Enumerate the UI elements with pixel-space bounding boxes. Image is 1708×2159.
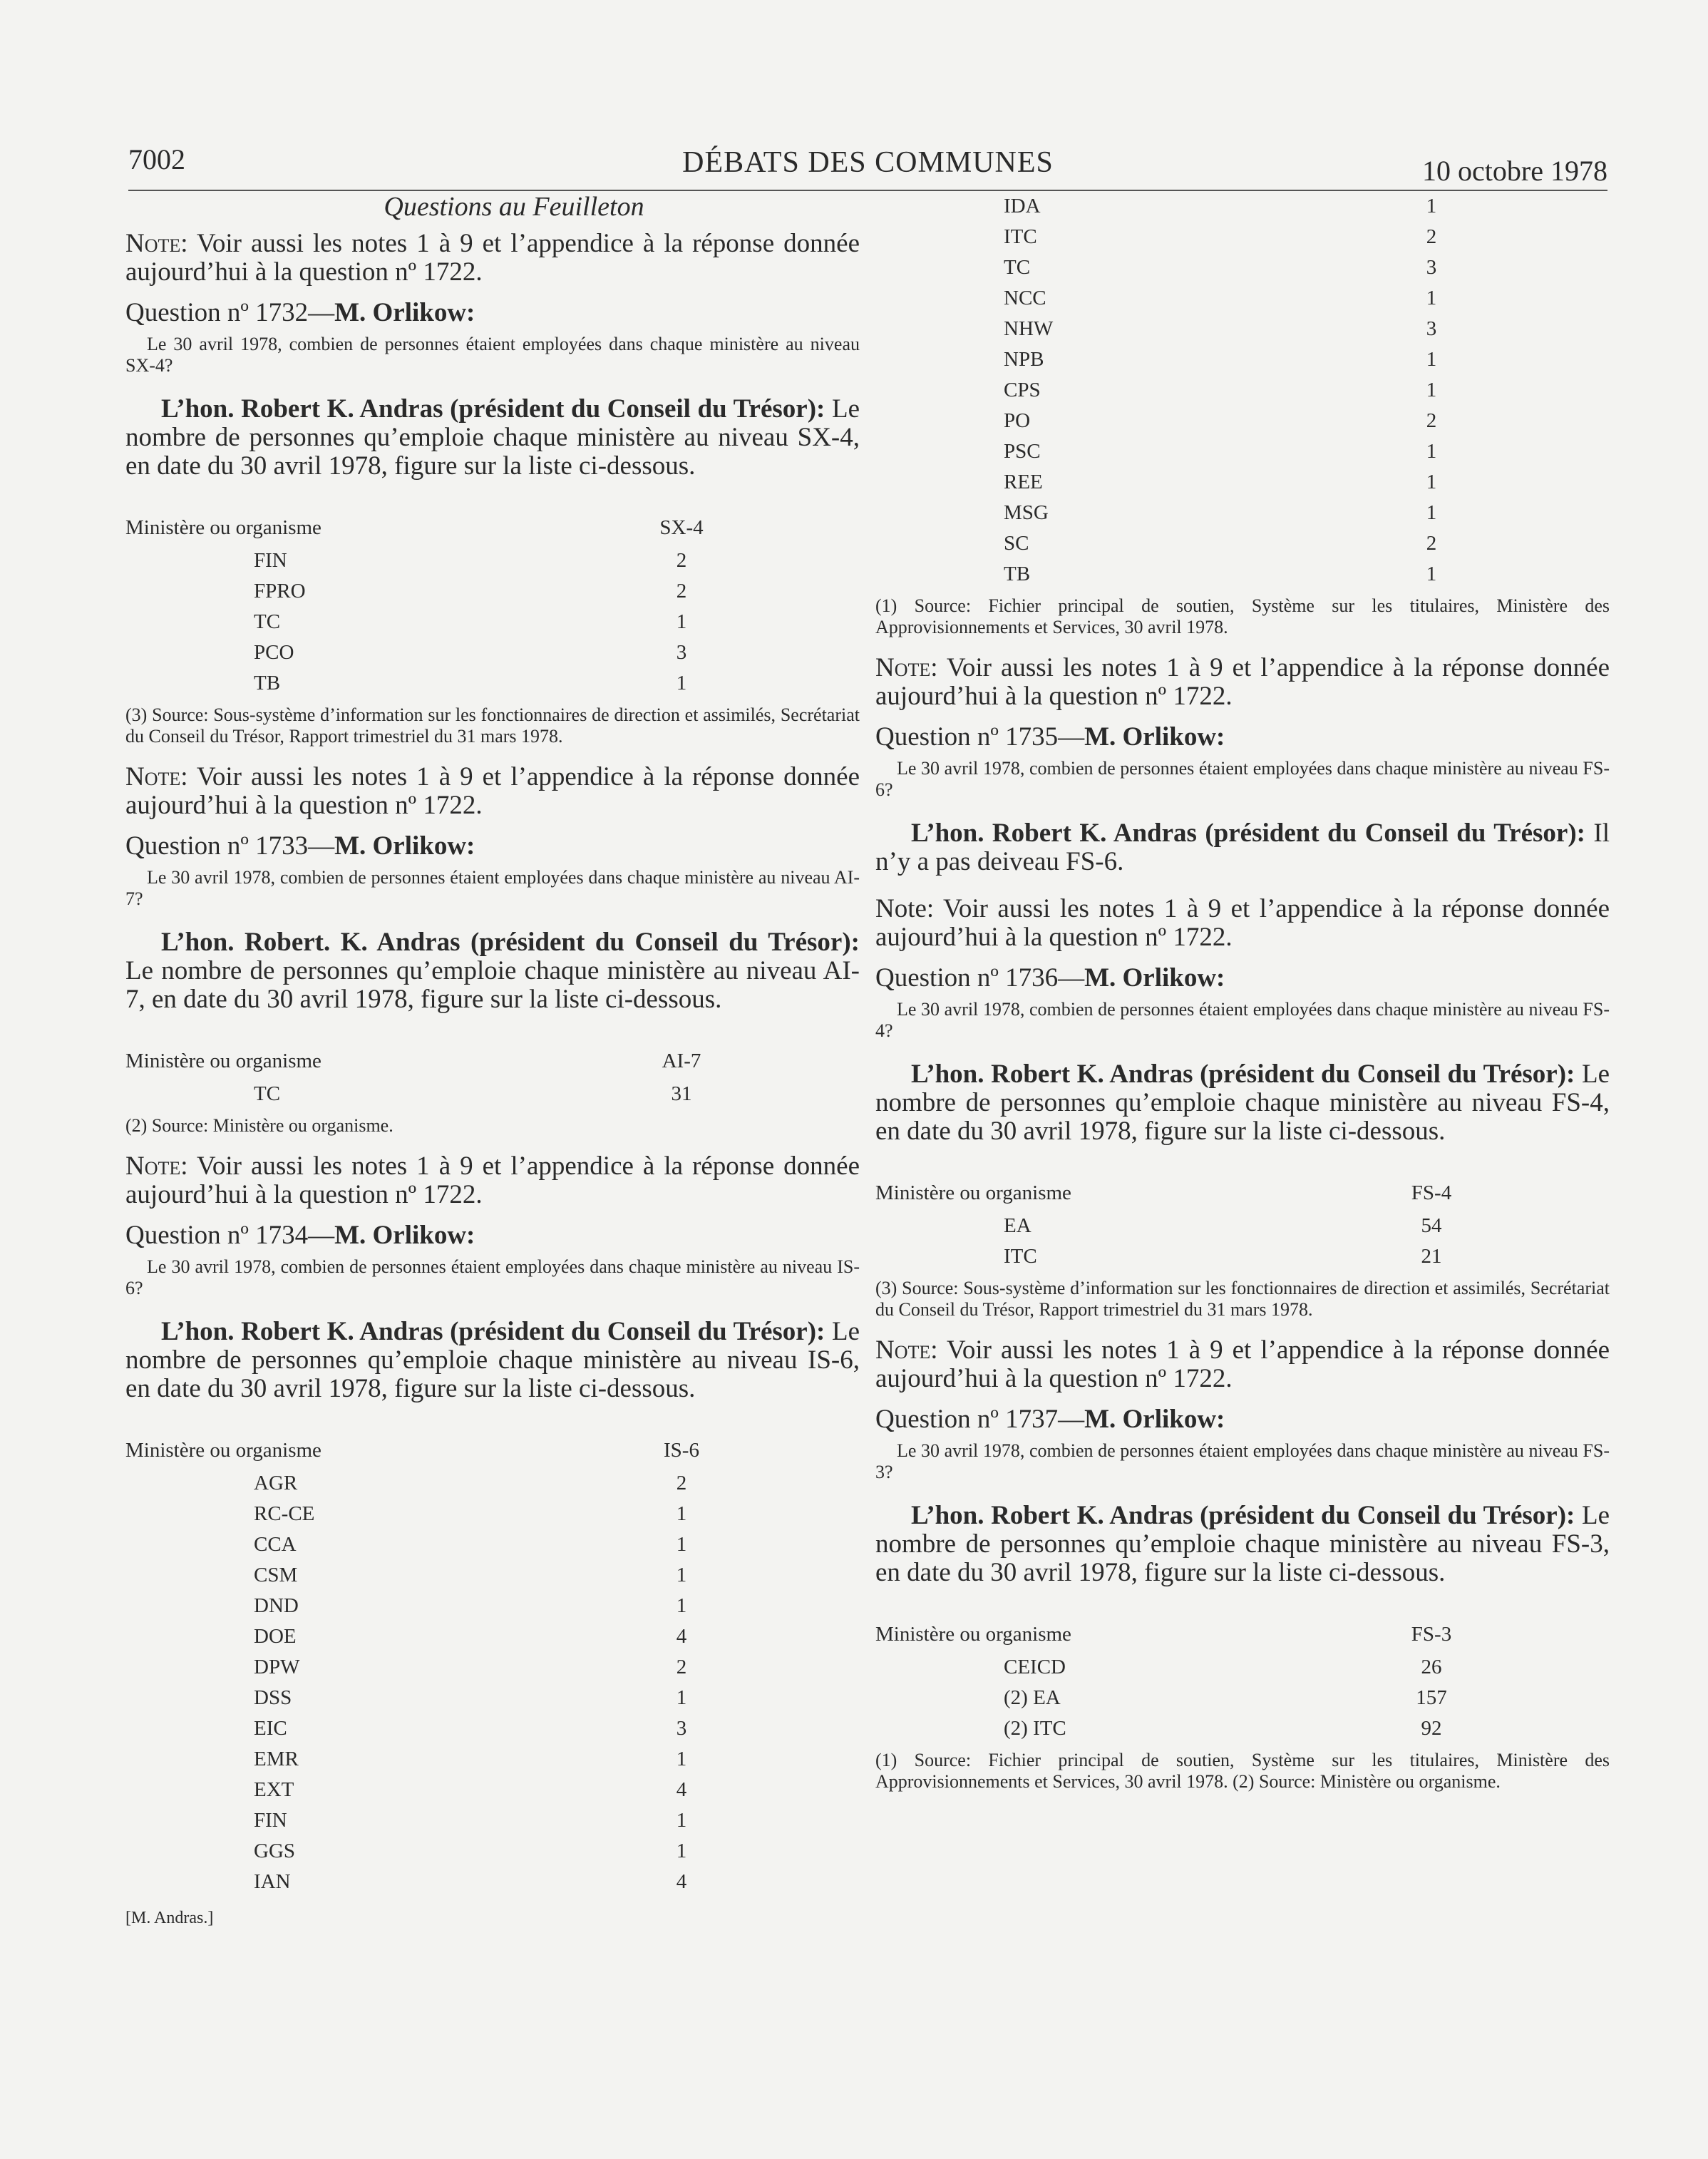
table-row (125, 1079, 717, 1109)
cell-dept: TC (254, 610, 281, 633)
is6-table (125, 1439, 717, 1897)
cell-indent (125, 1591, 254, 1621)
cell-indent (125, 668, 254, 699)
cell-indent (125, 1621, 254, 1652)
table-col-header: FS-3 (1411, 1623, 1452, 1646)
table-row (125, 1683, 717, 1713)
table-col-header: FS-4 (1411, 1181, 1452, 1204)
question-1736 (875, 963, 1610, 993)
cell-indent (875, 1652, 1004, 1683)
cell-count: 92 (1421, 1717, 1442, 1740)
note-paragraph (125, 230, 860, 287)
table-row (125, 1621, 717, 1652)
table-col-header: Ministère ou organisme (125, 1050, 321, 1072)
answer-paragraph (125, 395, 860, 481)
cell-indent (125, 607, 254, 637)
cell-dept: IDA (1004, 195, 1041, 217)
table-row (125, 1560, 717, 1591)
table-row (875, 1211, 1467, 1241)
cell-dept: DPW (254, 1656, 300, 1678)
cell-count: 1 (676, 1840, 687, 1862)
cell-dept: CCA (254, 1533, 297, 1556)
cell-dept: FPRO (254, 580, 306, 602)
cell-count: 1 (676, 1809, 687, 1832)
question-member: M. Orlikow: (1084, 963, 1225, 993)
table-row (875, 1241, 1467, 1272)
cell-count: 2 (676, 1472, 687, 1494)
cell-indent (125, 1560, 254, 1591)
cell-indent (125, 1529, 254, 1560)
table-row (125, 1867, 717, 1897)
cell-indent (125, 1683, 254, 1713)
table-row (125, 1805, 717, 1836)
answer-speaker: L’hon. Robert K. Andras (président du Conseil du Trésor): (911, 1501, 1575, 1530)
question-1737 (875, 1405, 1610, 1435)
cell-dept: CEICD (1004, 1656, 1066, 1678)
question-member: M. Orlikow: (334, 298, 475, 327)
cell-dept: EIC (254, 1717, 287, 1740)
table-row (875, 498, 1467, 528)
cell-indent (875, 436, 1004, 467)
cell-count: 3 (676, 1717, 687, 1740)
source-note: (1) Source: Fichier principal de soutien, Système sur les titulaires, Ministère des Approvisionnements et Services, 30 avril 1978. (2) Source: Ministère ou organisme. (875, 1750, 1610, 1792)
cell-count: 157 (1416, 1686, 1447, 1709)
cell-count: 1 (676, 1502, 687, 1525)
cell-dept: DOE (254, 1625, 297, 1648)
table-row (875, 252, 1467, 283)
cell-count: 3 (1426, 256, 1437, 279)
table-col-header: Ministère ou organisme (875, 1181, 1071, 1204)
cell-dept: (2) ITC (1004, 1717, 1066, 1740)
table-row (875, 1713, 1467, 1744)
table-col-header: Ministère ou organisme (125, 1439, 321, 1462)
question-member: M. Orlikow: (334, 831, 475, 861)
cell-count: 1 (676, 1748, 687, 1770)
cell-dept: NHW (1004, 317, 1054, 340)
cell-dept: TC (1004, 256, 1031, 279)
cell-count: 2 (676, 549, 687, 572)
source-note: (3) Source: Sous-système d’information sur les fonctionnaires de direction et assimilés, Secrétariat du Conseil du Trésor, Rapport trimestriel du 31 mars 1978. (875, 1278, 1610, 1320)
cell-count: 1 (1426, 563, 1437, 585)
cell-count: 1 (676, 672, 687, 694)
answer-paragraph (875, 1502, 1610, 1587)
answer-speaker: L’hon. Robert K. Andras (président du Conseil du Trésor): (161, 1317, 825, 1346)
cell-count: 2 (1426, 225, 1437, 248)
answer-text: Le nombre de personnes qu’emploie chaque ministère au niveau AI-7, en date du 30 avril 1978, figure sur la liste ci-dessous. (125, 956, 860, 1014)
table-row (875, 191, 1467, 222)
cell-count: 2 (676, 580, 687, 602)
cell-count: 1 (1426, 348, 1437, 371)
question-text: Le 30 avril 1978, combien de personnes étaient employées dans chaque ministère au niveau FS-4? (875, 999, 1610, 1041)
cell-dept: PO (1004, 409, 1031, 432)
answer-speaker: L’hon. Robert K. Andras (président du Conseil du Trésor): (911, 1060, 1575, 1089)
answer-speaker: L’hon. Robert K. Andras (président du Conseil du Trésor): (161, 394, 825, 424)
cell-count: 2 (676, 1656, 687, 1678)
question-text: Le 30 avril 1978, combien de personnes étaient employées dans chaque ministère au niveau AI-7? (125, 867, 860, 909)
table-row (875, 344, 1467, 375)
note-paragraph: Note: Voir aussi les notes 1 à 9 et l’appendice à la réponse donnée aujourd’hui à la question nº 1722. (125, 1152, 860, 1209)
table-row (875, 467, 1467, 498)
question-text: Le 30 avril 1978, combien de personnes étaient employées dans chaque ministère au niveau FS-3? (875, 1440, 1610, 1482)
answer-text: Il n’y a pas deiveau FS-6. (875, 819, 1610, 876)
cell-indent (125, 1805, 254, 1836)
table-row (875, 1683, 1467, 1713)
answer-paragraph (875, 1060, 1610, 1146)
cell-indent (125, 1867, 254, 1897)
question-label: Question nº 1732— (125, 298, 335, 327)
cell-count: 1 (676, 1594, 687, 1617)
cell-dept: ITC (1004, 1245, 1037, 1268)
note-prefix: Note (125, 229, 181, 258)
cell-indent (125, 1775, 254, 1805)
table-row (125, 1775, 717, 1805)
cell-dept: TB (254, 672, 281, 694)
cell-dept: NPB (1004, 348, 1044, 371)
table-col-header: Ministère ou organisme (125, 516, 321, 539)
table-row (875, 222, 1467, 252)
cell-indent (125, 576, 254, 607)
table-row (875, 528, 1467, 559)
cell-indent (125, 1836, 254, 1867)
publication-date: 10 octobre 1978 (1422, 155, 1607, 187)
table-row (125, 1499, 717, 1529)
cell-count: 1 (1426, 501, 1437, 524)
publication-title: DÉBATS DES COMMUNES (682, 146, 1054, 179)
cell-dept: TB (1004, 563, 1031, 585)
cell-indent (875, 344, 1004, 375)
right-column (875, 191, 1610, 1808)
cell-indent (125, 1652, 254, 1683)
question-1733 (125, 831, 860, 861)
cell-count: 1 (676, 610, 687, 633)
cell-count: 3 (676, 641, 687, 664)
cell-dept: EMR (254, 1748, 299, 1770)
cell-dept: CPS (1004, 379, 1041, 401)
cell-count: 1 (1426, 379, 1437, 401)
cell-indent (125, 545, 254, 576)
cell-indent (875, 498, 1004, 528)
question-label: Question nº 1735— (875, 722, 1085, 752)
cell-count: 1 (1426, 471, 1437, 493)
left-column (125, 191, 860, 1928)
question-label: Question nº 1734— (125, 1221, 335, 1250)
fs3-table (875, 1623, 1467, 1744)
cell-count: 31 (671, 1082, 692, 1105)
table-row (875, 314, 1467, 344)
note-paragraph: Note: Voir aussi les notes 1 à 9 et l’appendice à la réponse donnée aujourd’hui à la question nº 1722. (875, 1335, 1610, 1393)
cell-indent (125, 1468, 254, 1499)
sx4-table (125, 516, 717, 699)
cell-indent (875, 1713, 1004, 1744)
table-row (125, 1744, 717, 1775)
cell-count: 1 (1426, 440, 1437, 463)
cell-count: 1 (1426, 195, 1437, 217)
table-row (125, 1591, 717, 1621)
cell-dept: CSM (254, 1564, 298, 1586)
cell-dept: TC (254, 1082, 281, 1105)
cell-indent (125, 1744, 254, 1775)
table-row (125, 1529, 717, 1560)
cell-indent (875, 406, 1004, 436)
cell-indent (875, 314, 1004, 344)
cell-count: 21 (1421, 1245, 1442, 1268)
cell-dept: ITC (1004, 225, 1037, 248)
note-text: : Voir aussi les notes 1 à 9 et l’appendice à la réponse donnée aujourd’hui à la question nº 1722. (125, 229, 860, 287)
table-col-header: SX-4 (659, 516, 704, 539)
cell-indent (875, 528, 1004, 559)
cell-count: 26 (1421, 1656, 1442, 1678)
cell-dept: NCC (1004, 287, 1046, 309)
cell-dept: REE (1004, 471, 1043, 493)
table-row (125, 607, 717, 637)
answer-speaker: L’hon. Robert K. Andras (président du Conseil du Trésor): (911, 819, 1585, 848)
ai7-table (125, 1050, 717, 1109)
table-row (125, 545, 717, 576)
question-label: Question nº 1736— (875, 963, 1085, 993)
table-row (125, 1713, 717, 1744)
table-row (875, 375, 1467, 406)
answer-paragraph (125, 1318, 860, 1403)
question-1732 (125, 298, 860, 328)
table-row (875, 1652, 1467, 1683)
cell-dept: EXT (254, 1778, 294, 1801)
cell-indent (875, 467, 1004, 498)
speaker-tag: [M. Andras.] (125, 1909, 214, 1927)
cell-dept: SC (1004, 532, 1029, 555)
cell-dept: RC-CE (254, 1502, 315, 1525)
answer-speaker: L’hon. Robert. K. Andras (président du Conseil du Trésor): (161, 928, 860, 957)
table-row (125, 668, 717, 699)
table-col-header: Ministère ou organisme (875, 1623, 1071, 1646)
cell-dept: DND (254, 1594, 299, 1617)
cell-dept: FIN (254, 549, 287, 572)
is6-table-continued (875, 191, 1467, 590)
question-member: M. Orlikow: (334, 1221, 475, 1250)
cell-dept: EA (1004, 1214, 1032, 1237)
cell-indent (875, 1211, 1004, 1241)
cell-count: 1 (676, 1533, 687, 1556)
note-paragraph: Note: Voir aussi les notes 1 à 9 et l’appendice à la réponse donnée aujourd’hui à la question nº 1722. (875, 653, 1610, 711)
cell-count: 4 (676, 1870, 687, 1893)
question-member: M. Orlikow: (1084, 722, 1225, 752)
note-paragraph-plain: Note: Voir aussi les notes 1 à 9 et l’appendice à la réponse donnée aujourd’hui à la question nº 1722. (875, 894, 1610, 952)
question-text: Le 30 avril 1978, combien de personnes étaient employées dans chaque ministère au niveau IS-6? (125, 1256, 860, 1298)
answer-paragraph (875, 819, 1610, 876)
cell-dept: PSC (1004, 440, 1041, 463)
table-row (875, 559, 1467, 590)
answer-text: Le nombre de personnes qu’emploie chaque ministère au niveau IS-6, en date du 30 avril 1978, figure sur la liste ci-dessous. (125, 1317, 860, 1403)
cell-count: 1 (1426, 287, 1437, 309)
cell-dept: IAN (254, 1870, 291, 1893)
cell-indent (125, 1499, 254, 1529)
table-row (125, 1652, 717, 1683)
cell-count: 54 (1421, 1214, 1442, 1237)
note-paragraph: Note: Voir aussi les notes 1 à 9 et l’appendice à la réponse donnée aujourd’hui à la question nº 1722. (125, 762, 860, 820)
page-header (128, 143, 1607, 191)
table-row (875, 406, 1467, 436)
table-row (125, 637, 717, 668)
table-col-header: IS-6 (664, 1439, 699, 1462)
cell-indent (875, 222, 1004, 252)
cell-indent (875, 283, 1004, 314)
cell-dept: FIN (254, 1809, 287, 1832)
question-label: Question nº 1733— (125, 831, 335, 861)
cell-indent (875, 1241, 1004, 1272)
page-number: 7002 (128, 143, 185, 175)
cell-dept: PCO (254, 641, 294, 664)
cell-indent (875, 375, 1004, 406)
cell-dept: GGS (254, 1840, 296, 1862)
fs4-table (875, 1181, 1467, 1272)
cell-dept: MSG (1004, 501, 1049, 524)
answer-paragraph (125, 928, 860, 1014)
question-text: Le 30 avril 1978, combien de personnes étaient employées dans chaque ministère au niveau FS-6? (875, 758, 1610, 800)
question-1735 (875, 722, 1610, 752)
cell-count: 3 (1426, 317, 1437, 340)
cell-count: 4 (676, 1778, 687, 1801)
cell-indent (875, 252, 1004, 283)
question-text: Le 30 avril 1978, combien de personnes étaient employées dans chaque ministère au niveau SX-4? (125, 334, 860, 376)
answer-text: Le nombre de personnes qu’emploie chaque ministère au niveau FS-3, en date du 30 avril 1978, figure sur la liste ci-dessous. (875, 1501, 1610, 1587)
cell-dept: AGR (254, 1472, 298, 1494)
table-row (125, 1836, 717, 1867)
answer-text: Le nombre de personnes qu’emploie chaque ministère au niveau SX-4, en date du 30 avril 1978, figure sur la liste ci-dessous. (125, 394, 860, 481)
cell-indent (875, 191, 1004, 222)
answer-text: Le nombre de personnes qu’emploie chaque ministère au niveau FS-4, en date du 30 avril 1978, figure sur la liste ci-dessous. (875, 1060, 1610, 1146)
cell-indent (875, 559, 1004, 590)
cell-count: 1 (676, 1686, 687, 1709)
question-label: Question nº 1737— (875, 1405, 1085, 1434)
table-col-header: AI-7 (662, 1050, 701, 1072)
source-note: (2) Source: Ministère ou organisme. (125, 1115, 393, 1136)
cell-dept: DSS (254, 1686, 292, 1709)
cell-indent (125, 1079, 254, 1109)
cell-dept: (2) EA (1004, 1686, 1061, 1709)
question-member: M. Orlikow: (1084, 1405, 1225, 1434)
cell-count: 1 (676, 1564, 687, 1586)
source-note: (3) Source: Sous-système d’information sur les fonctionnaires de direction et assimilés, Secrétariat du Conseil du Trésor, Rapport trimestriel du 31 mars 1978. (125, 704, 860, 747)
section-subtitle: Questions au Feuilleton (384, 192, 644, 222)
table-row (875, 436, 1467, 467)
question-1734 (125, 1221, 860, 1251)
table-row (875, 283, 1467, 314)
cell-indent (875, 1683, 1004, 1713)
table-row (125, 576, 717, 607)
source-note: (1) Source: Fichier principal de soutien, Système sur les titulaires, Ministère des Approvisionnements et Services, 30 avril 1978. (875, 595, 1610, 637)
cell-count: 2 (1426, 532, 1437, 555)
cell-count: 2 (1426, 409, 1437, 432)
cell-indent (125, 637, 254, 668)
cell-indent (125, 1713, 254, 1744)
cell-count: 4 (676, 1625, 687, 1648)
table-row (125, 1468, 717, 1499)
